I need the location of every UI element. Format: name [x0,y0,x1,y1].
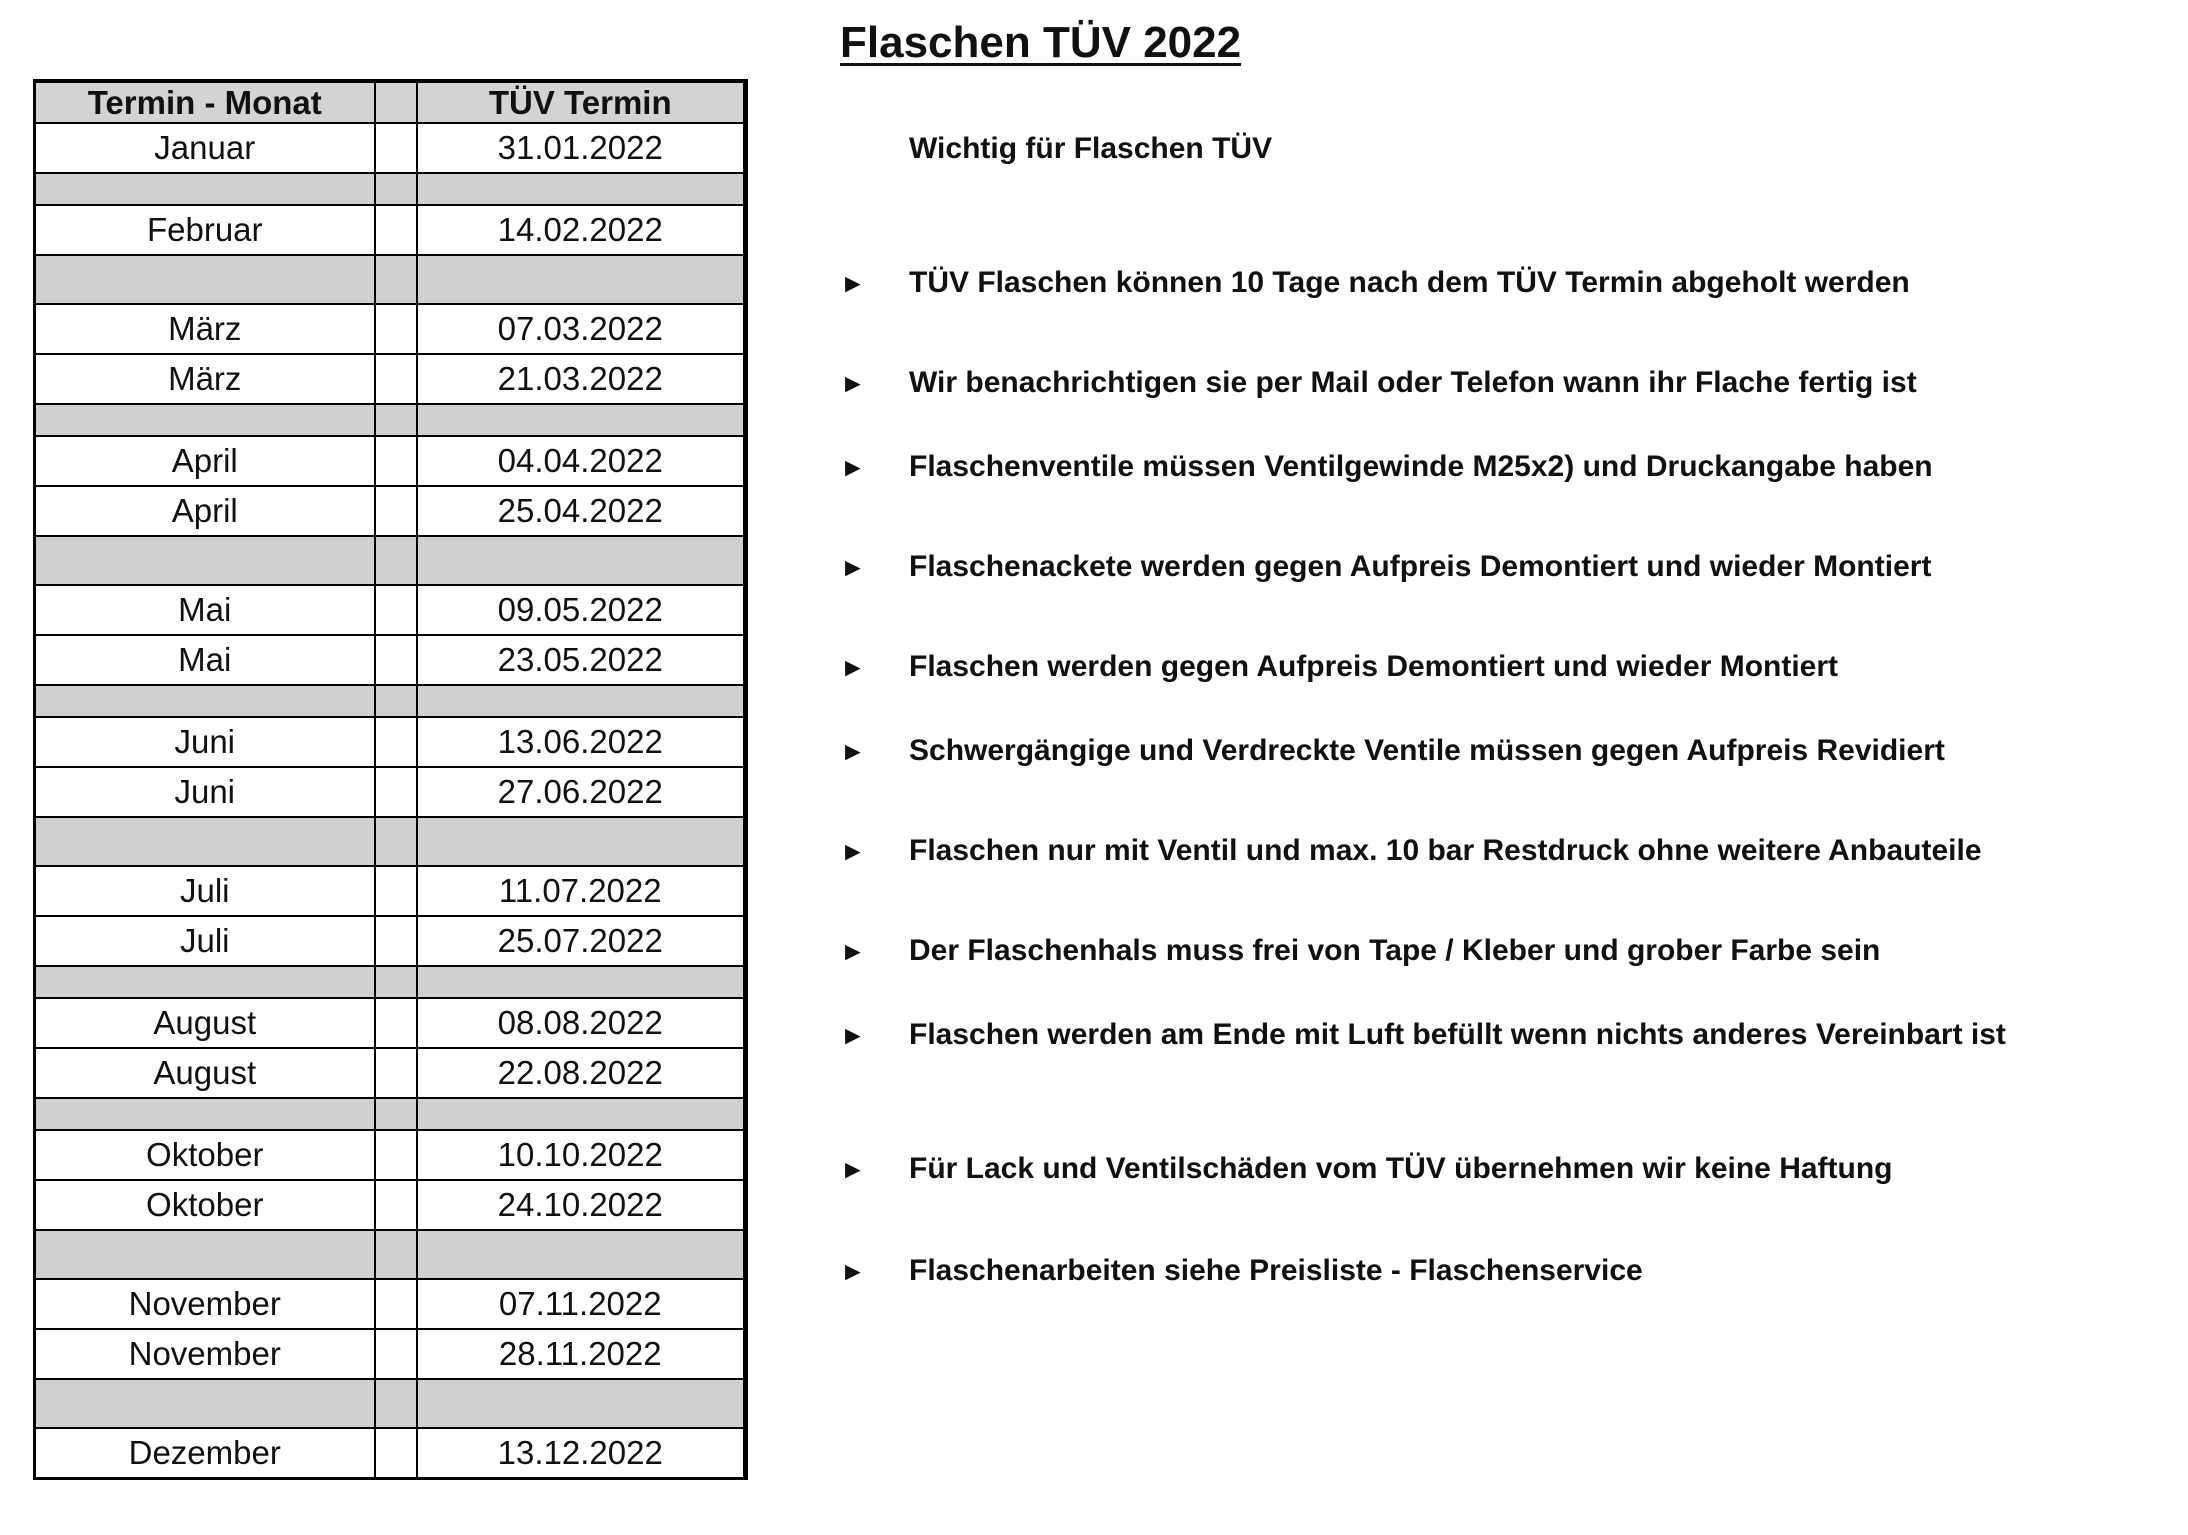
table-row [35,635,746,685]
month-cell: Oktober [35,1180,375,1230]
month-cell: Februar [35,205,375,255]
black-right-pointing-triangle-icon: ► [840,836,866,866]
month-cell: April [35,486,375,536]
table-row [35,436,746,486]
note-text: Flaschenarbeiten siehe Preisliste - Flaschenservice [909,1254,1643,1287]
header-month: Termin - Monat [35,81,375,123]
month-cell: März [35,354,375,404]
table-row [35,354,746,404]
spacer-cell [375,998,417,1048]
separator-cell [417,1098,746,1130]
note-text: Flaschenackete werden gegen Aufpreis Demontiert und wieder Montiert [909,550,1932,583]
separator-row [35,404,746,436]
date-cell: 27.06.2022 [417,767,746,817]
separator-cell [417,817,746,866]
table-row [35,866,746,916]
separator-cell [35,817,375,866]
table-row [35,585,746,635]
note-item [840,550,1931,584]
separator-row [35,685,746,717]
table-row [35,916,746,966]
note-text: Wir benachrichtigen sie per Mail oder Telefon wann ihr Flache fertig ist [909,366,1917,399]
date-cell: 07.11.2022 [417,1279,746,1329]
header-spacer [375,81,417,123]
date-cell: 24.10.2022 [417,1180,746,1230]
separator-cell [35,1098,375,1130]
month-cell: August [35,998,375,1048]
note-item [840,266,1910,300]
spacer-cell [375,1180,417,1230]
separator-cell [35,966,375,998]
note-text: Flaschenventile müssen Ventilgewinde M25x2) und Druckangabe haben [909,450,1933,483]
spacer-cell [375,354,417,404]
month-cell: Juni [35,767,375,817]
date-cell: 13.12.2022 [417,1428,746,1479]
separator-row [35,536,746,585]
month-cell: Oktober [35,1130,375,1180]
black-right-pointing-triangle-icon: ► [840,452,866,482]
note-item [840,1018,2006,1052]
black-right-pointing-triangle-icon: ► [840,268,866,298]
date-cell: 25.04.2022 [417,486,746,536]
page-title: Flaschen TÜV 2022 [840,18,1242,67]
spacer-cell [375,1048,417,1098]
spacer-cell [375,767,417,817]
note-text: Flaschen nur mit Ventil und max. 10 bar Restdruck ohne weitere Anbauteile [909,834,1982,867]
separator-row [35,817,746,866]
separator-cell [375,536,417,585]
spacer-cell [375,635,417,685]
separator-cell [375,255,417,304]
date-cell: 31.01.2022 [417,123,746,173]
note-text: Flaschen werden am Ende mit Luft befüllt wenn nichts anderes Vereinbart ist [909,1018,2006,1051]
note-text: Schwergängige und Verdreckte Ventile müssen gegen Aufpreis Revidiert [909,734,1945,767]
separator-cell [417,1379,746,1428]
date-cell: 04.04.2022 [417,436,746,486]
month-cell: November [35,1279,375,1329]
table-row [35,767,746,817]
separator-cell [35,404,375,436]
note-item [840,734,1945,768]
date-cell: 23.05.2022 [417,635,746,685]
spacer-cell [375,866,417,916]
section-subtitle: Wichtig für Flaschen TÜV [909,132,1273,165]
black-right-pointing-triangle-icon: ► [840,1154,866,1184]
spacer-cell [375,123,417,173]
date-cell: 25.07.2022 [417,916,746,966]
date-cell: 09.05.2022 [417,585,746,635]
spacer-cell [375,1130,417,1180]
black-right-pointing-triangle-icon: ► [840,652,866,682]
table-row [35,123,746,173]
separator-cell [417,173,746,205]
table-row [35,304,746,354]
black-right-pointing-triangle-icon: ► [840,736,866,766]
separator-cell [417,685,746,717]
separator-row [35,1098,746,1130]
separator-cell [375,1379,417,1428]
table-row [35,1130,746,1180]
note-item [840,834,1982,868]
month-cell: Juli [35,866,375,916]
separator-cell [35,1230,375,1279]
note-text: Der Flaschenhals muss frei von Tape / Kleber und grober Farbe sein [909,934,1881,967]
spacer-cell [375,1279,417,1329]
date-cell: 07.03.2022 [417,304,746,354]
month-cell: Juli [35,916,375,966]
note-text: Für Lack und Ventilschäden vom TÜV übernehmen wir keine Haftung [909,1152,1893,1185]
spacer-cell [375,585,417,635]
month-cell: August [35,1048,375,1098]
separator-cell [35,685,375,717]
table-row [35,1048,746,1098]
spacer-cell [375,1428,417,1479]
note-item [840,650,1838,684]
black-right-pointing-triangle-icon: ► [840,1256,866,1286]
spacer-cell [375,717,417,767]
note-item [840,366,1917,400]
month-cell: Dezember [35,1428,375,1479]
month-cell: April [35,436,375,486]
table-header-row [35,81,746,123]
black-right-pointing-triangle-icon: ► [840,936,866,966]
table-row [35,486,746,536]
table-row [35,205,746,255]
separator-cell [35,255,375,304]
date-cell: 21.03.2022 [417,354,746,404]
separator-cell [35,173,375,205]
separator-cell [375,685,417,717]
separator-cell [35,1379,375,1428]
table-row [35,1279,746,1329]
separator-cell [417,1230,746,1279]
table-row [35,1428,746,1479]
separator-row [35,255,746,304]
note-item [840,1152,1893,1186]
date-cell: 28.11.2022 [417,1329,746,1379]
note-item [840,1254,1643,1288]
note-item [840,934,1880,968]
date-cell: 22.08.2022 [417,1048,746,1098]
tuv-schedule-table [33,79,748,1480]
black-right-pointing-triangle-icon: ► [840,1020,866,1050]
month-cell: November [35,1329,375,1379]
separator-row [35,1230,746,1279]
separator-row [35,1379,746,1428]
separator-row [35,966,746,998]
separator-cell [417,966,746,998]
note-item [840,450,1933,484]
date-cell: 10.10.2022 [417,1130,746,1180]
separator-cell [35,536,375,585]
note-text: Flaschen werden gegen Aufpreis Demontiert und wieder Montiert [909,650,1839,683]
table-row [35,998,746,1048]
month-cell: Mai [35,635,375,685]
separator-cell [375,173,417,205]
month-cell: März [35,304,375,354]
separator-cell [417,255,746,304]
separator-cell [417,536,746,585]
spacer-cell [375,916,417,966]
black-right-pointing-triangle-icon: ► [840,552,866,582]
header-date: TÜV Termin [417,81,746,123]
spacer-cell [375,205,417,255]
spacer-cell [375,486,417,536]
date-cell: 13.06.2022 [417,717,746,767]
separator-cell [375,1098,417,1130]
spacer-cell [375,1329,417,1379]
separator-cell [417,404,746,436]
date-cell: 14.02.2022 [417,205,746,255]
date-cell: 08.08.2022 [417,998,746,1048]
spacer-cell [375,436,417,486]
table-row [35,1180,746,1230]
black-right-pointing-triangle-icon: ► [840,368,866,398]
spacer-cell [375,304,417,354]
separator-cell [375,817,417,866]
month-cell: Mai [35,585,375,635]
table-row [35,717,746,767]
table-row [35,1329,746,1379]
separator-cell [375,966,417,998]
note-text: TÜV Flaschen können 10 Tage nach dem TÜV Termin abgeholt werden [909,266,1910,299]
separator-cell [375,404,417,436]
separator-row [35,173,746,205]
month-cell: Juni [35,717,375,767]
separator-cell [375,1230,417,1279]
date-cell: 11.07.2022 [417,866,746,916]
month-cell: Januar [35,123,375,173]
